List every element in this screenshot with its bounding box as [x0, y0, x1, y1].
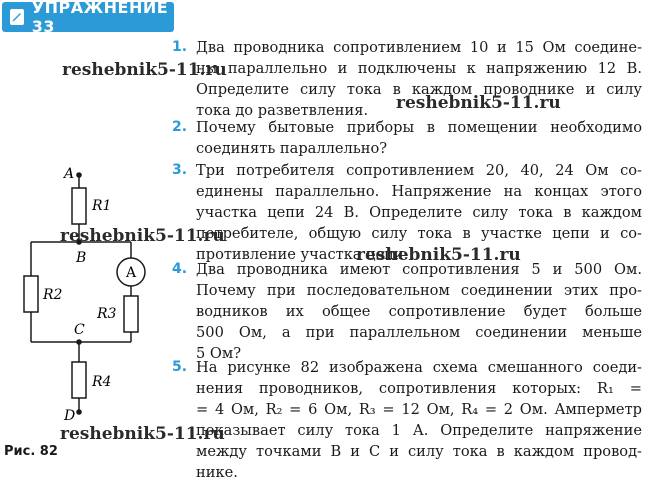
problem-line: нения проводников, сопротивления которых: R₁ =	[196, 380, 642, 397]
watermark: reshebnik5-11.ru	[356, 245, 521, 265]
problem-number: 5.	[172, 359, 188, 375]
problem-line: водников их общее сопротивление будет больше	[196, 303, 642, 320]
label-point-d: D	[64, 408, 76, 424]
problem-line: 500 Ом, а при параллельном соединении меньше	[196, 324, 642, 341]
problem-line: соединять параллельно?	[196, 140, 388, 157]
label-r4: R4	[92, 374, 112, 390]
node-d	[76, 409, 82, 415]
problem-line: между точками B и C и силу тока в каждом провод-	[196, 443, 642, 460]
watermark: reshebnik5-11.ru	[62, 60, 227, 80]
figure-caption: Рис. 82	[4, 444, 58, 459]
problem-number: 3.	[172, 162, 188, 178]
watermark: reshebnik5-11.ru	[396, 93, 561, 113]
problem-number: 1.	[172, 39, 188, 55]
label-point-c: C	[74, 322, 85, 338]
problem-line: = 4 Ом, R₂ = 6 Ом, R₃ = 12 Ом, R₄ = 2 Ом. Амперметр	[196, 401, 642, 418]
problem-line: На рисунке 82 изображена схема смешанного соеди-	[196, 359, 642, 376]
node-a	[76, 172, 82, 178]
watermark: reshebnik5-11.ru	[60, 226, 225, 246]
problem-line: Определите силу тока в каждом проводнике и силу	[196, 81, 642, 98]
problem-line: Два проводника имеют сопротивления 5 и 500 Ом.	[196, 261, 642, 278]
label-r1: R1	[92, 198, 112, 214]
problem-line: Три потребителя сопротивлением 20, 40, 24 Ом со-	[196, 162, 642, 179]
problem-line: нике.	[196, 464, 238, 481]
problem-line: Почему бытовые приборы в помещении необходимо	[196, 119, 642, 136]
resistor-r3	[124, 296, 138, 332]
resistor-r2	[24, 276, 38, 312]
problem-line: показывает силу тока 1 А. Определите напряжение	[196, 422, 642, 439]
label-point-b: B	[76, 250, 87, 266]
label-r3: R3	[97, 306, 117, 322]
exercise-header	[2, 0, 174, 36]
problem-5	[172, 357, 642, 483]
problem-line: тока до разветвления.	[196, 102, 369, 119]
exercise-title: УПРАЖНЕНИЕ 33	[31, 0, 169, 36]
circuit-diagram	[0, 150, 190, 445]
problem-line: единены параллельно. Напряжение на концах этого	[196, 183, 642, 200]
problem-line: 5 Ом?	[196, 345, 242, 362]
problem-line: ны параллельно и подключены к напряжению 12 В.	[196, 60, 642, 77]
problem-line: Два проводника сопротивлением 10 и 15 Ом соедине-	[196, 39, 642, 56]
problem-number: 4.	[172, 261, 188, 277]
problem-line: противление участка цепи.	[196, 246, 409, 263]
problem-2	[172, 117, 642, 159]
node-c	[76, 339, 82, 345]
problem-number: 2.	[172, 119, 188, 135]
watermark: reshebnik5-11.ru	[60, 424, 225, 444]
label-ammeter: A	[126, 265, 137, 281]
problem-line: потребителе, общую силу тока в участке цепи и со-	[196, 225, 642, 242]
label-point-a: A	[64, 166, 75, 182]
problem-line: Почему при последовательном соединении этих про-	[196, 282, 642, 299]
resistor-r1	[72, 188, 86, 224]
resistor-r4	[72, 362, 86, 398]
problem-4	[172, 259, 642, 364]
exercise-logo-icon	[10, 9, 24, 25]
problem-line: участка цепи 24 В. Определите силу тока в каждом	[196, 204, 642, 221]
label-r2: R2	[43, 287, 63, 303]
